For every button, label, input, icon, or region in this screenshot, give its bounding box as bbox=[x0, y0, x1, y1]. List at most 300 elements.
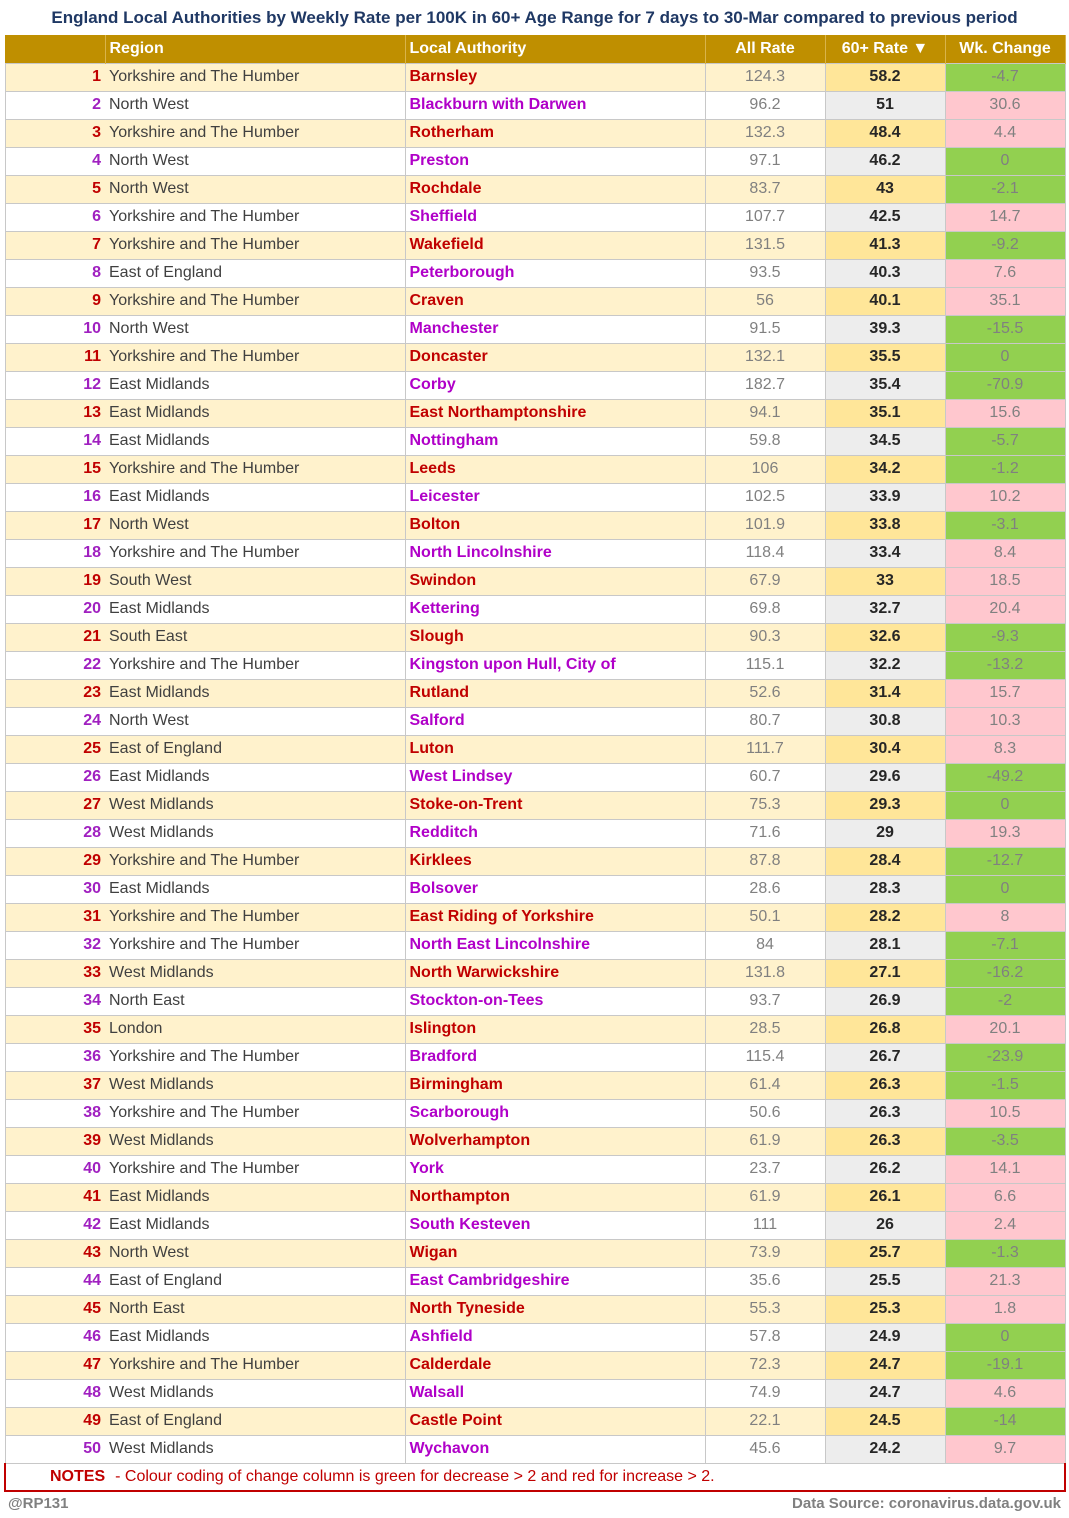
all-rate-cell: 106 bbox=[705, 455, 825, 483]
table-row bbox=[5, 903, 1065, 931]
page-title: England Local Authorities by Weekly Rate per 100K in 60+ Age Range for 7 days to 30-Mar compared to previous period bbox=[51, 8, 1018, 27]
sixty-rate-cell: 29.6 bbox=[825, 763, 945, 791]
region-cell: Yorkshire and The Humber bbox=[105, 63, 405, 91]
local-authority-cell: Luton bbox=[405, 735, 705, 763]
region-cell: North West bbox=[105, 707, 405, 735]
local-authority-cell: Nottingham bbox=[405, 427, 705, 455]
sixty-rate-cell: 33.9 bbox=[825, 483, 945, 511]
all-rate-cell: 61.9 bbox=[705, 1127, 825, 1155]
sixty-rate-cell: 26.1 bbox=[825, 1183, 945, 1211]
table-row bbox=[5, 1323, 1065, 1351]
author-handle: @RP131 bbox=[8, 1495, 69, 1512]
all-rate-cell: 28.5 bbox=[705, 1015, 825, 1043]
table-row bbox=[5, 567, 1065, 595]
all-rate-cell: 45.6 bbox=[705, 1435, 825, 1463]
table-row bbox=[5, 1379, 1065, 1407]
all-rate-cell: 93.7 bbox=[705, 987, 825, 1015]
region-cell: London bbox=[105, 1015, 405, 1043]
rank-cell: 27 bbox=[5, 791, 105, 819]
table-row bbox=[5, 259, 1065, 287]
wk-change-cell: -9.3 bbox=[945, 623, 1065, 651]
table-row bbox=[5, 875, 1065, 903]
all-rate-cell: 84 bbox=[705, 931, 825, 959]
region-cell: Yorkshire and The Humber bbox=[105, 455, 405, 483]
wk-change-cell: 8.4 bbox=[945, 539, 1065, 567]
wk-change-cell: -14 bbox=[945, 1407, 1065, 1435]
rank-cell: 50 bbox=[5, 1435, 105, 1463]
rank-cell: 10 bbox=[5, 315, 105, 343]
region-cell: North East bbox=[105, 1295, 405, 1323]
notes-spacer bbox=[825, 1463, 945, 1491]
local-authority-cell: North East Lincolnshire bbox=[405, 931, 705, 959]
region-cell: East Midlands bbox=[105, 1211, 405, 1239]
local-authority-cell: West Lindsey bbox=[405, 763, 705, 791]
sixty-rate-cell: 25.7 bbox=[825, 1239, 945, 1267]
table-row bbox=[5, 175, 1065, 203]
rank-cell: 6 bbox=[5, 203, 105, 231]
all-rate-cell: 90.3 bbox=[705, 623, 825, 651]
region-cell: West Midlands bbox=[105, 819, 405, 847]
wk-change-cell: 20.1 bbox=[945, 1015, 1065, 1043]
region-cell: Yorkshire and The Humber bbox=[105, 1155, 405, 1183]
rank-cell: 36 bbox=[5, 1043, 105, 1071]
all-rate-cell: 83.7 bbox=[705, 175, 825, 203]
rank-cell: 16 bbox=[5, 483, 105, 511]
header-rank bbox=[5, 35, 105, 63]
all-rate-cell: 131.8 bbox=[705, 959, 825, 987]
region-cell: Yorkshire and The Humber bbox=[105, 931, 405, 959]
rank-cell: 37 bbox=[5, 1071, 105, 1099]
table-row bbox=[5, 483, 1065, 511]
rank-cell: 42 bbox=[5, 1211, 105, 1239]
region-cell: East Midlands bbox=[105, 595, 405, 623]
sixty-rate-cell: 26.9 bbox=[825, 987, 945, 1015]
all-rate-cell: 111.7 bbox=[705, 735, 825, 763]
sixty-rate-cell: 40.1 bbox=[825, 287, 945, 315]
local-authority-cell: Craven bbox=[405, 287, 705, 315]
rank-cell: 2 bbox=[5, 91, 105, 119]
all-rate-cell: 91.5 bbox=[705, 315, 825, 343]
sixty-rate-cell: 33.8 bbox=[825, 511, 945, 539]
table-row bbox=[5, 119, 1065, 147]
sixty-rate-cell: 28.1 bbox=[825, 931, 945, 959]
table-row bbox=[5, 287, 1065, 315]
rank-cell: 33 bbox=[5, 959, 105, 987]
rank-cell: 30 bbox=[5, 875, 105, 903]
wk-change-cell: 15.6 bbox=[945, 399, 1065, 427]
wk-change-cell: 4.6 bbox=[945, 1379, 1065, 1407]
region-cell: Yorkshire and The Humber bbox=[105, 1043, 405, 1071]
sixty-rate-cell: 24.7 bbox=[825, 1351, 945, 1379]
all-rate-cell: 50.6 bbox=[705, 1099, 825, 1127]
region-cell: Yorkshire and The Humber bbox=[105, 903, 405, 931]
rank-cell: 12 bbox=[5, 371, 105, 399]
local-authority-cell: South Kesteven bbox=[405, 1211, 705, 1239]
table-row bbox=[5, 791, 1065, 819]
all-rate-cell: 124.3 bbox=[705, 63, 825, 91]
all-rate-cell: 59.8 bbox=[705, 427, 825, 455]
rank-cell: 22 bbox=[5, 651, 105, 679]
rank-cell: 29 bbox=[5, 847, 105, 875]
rank-cell: 24 bbox=[5, 707, 105, 735]
region-cell: East Midlands bbox=[105, 399, 405, 427]
wk-change-cell: 20.4 bbox=[945, 595, 1065, 623]
all-rate-cell: 67.9 bbox=[705, 567, 825, 595]
rank-cell: 34 bbox=[5, 987, 105, 1015]
region-cell: West Midlands bbox=[105, 1127, 405, 1155]
table-row bbox=[5, 539, 1065, 567]
all-rate-cell: 35.6 bbox=[705, 1267, 825, 1295]
wk-change-cell: 21.3 bbox=[945, 1267, 1065, 1295]
wk-change-cell: -16.2 bbox=[945, 959, 1065, 987]
local-authority-cell: Bolsover bbox=[405, 875, 705, 903]
all-rate-cell: 102.5 bbox=[705, 483, 825, 511]
region-cell: South East bbox=[105, 623, 405, 651]
region-cell: West Midlands bbox=[105, 1435, 405, 1463]
all-rate-cell: 132.3 bbox=[705, 119, 825, 147]
wk-change-cell: -13.2 bbox=[945, 651, 1065, 679]
wk-change-cell: -4.7 bbox=[945, 63, 1065, 91]
rank-cell: 47 bbox=[5, 1351, 105, 1379]
sixty-rate-cell: 32.6 bbox=[825, 623, 945, 651]
all-rate-cell: 101.9 bbox=[705, 511, 825, 539]
sixty-rate-cell: 24.2 bbox=[825, 1435, 945, 1463]
wk-change-cell: 35.1 bbox=[945, 287, 1065, 315]
rank-cell: 3 bbox=[5, 119, 105, 147]
sixty-rate-cell: 26.2 bbox=[825, 1155, 945, 1183]
sixty-rate-cell: 26.7 bbox=[825, 1043, 945, 1071]
sixty-rate-cell: 51 bbox=[825, 91, 945, 119]
sixty-rate-cell: 32.2 bbox=[825, 651, 945, 679]
all-rate-cell: 55.3 bbox=[705, 1295, 825, 1323]
table-row bbox=[5, 1211, 1065, 1239]
table-row bbox=[5, 1295, 1065, 1323]
region-cell: East of England bbox=[105, 1407, 405, 1435]
all-rate-cell: 52.6 bbox=[705, 679, 825, 707]
notes-row bbox=[5, 1463, 1065, 1491]
wk-change-cell: -1.2 bbox=[945, 455, 1065, 483]
local-authority-cell: Ashfield bbox=[405, 1323, 705, 1351]
local-authority-cell: Manchester bbox=[405, 315, 705, 343]
wk-change-cell: -2.1 bbox=[945, 175, 1065, 203]
all-rate-cell: 118.4 bbox=[705, 539, 825, 567]
local-authority-cell: Corby bbox=[405, 371, 705, 399]
local-authority-cell: East Cambridgeshire bbox=[405, 1267, 705, 1295]
rank-cell: 7 bbox=[5, 231, 105, 259]
header-sixty-rate[interactable]: 60+ Rate ▼ bbox=[825, 35, 945, 63]
all-rate-cell: 22.1 bbox=[705, 1407, 825, 1435]
local-authority-cell: North Warwickshire bbox=[405, 959, 705, 987]
all-rate-cell: 182.7 bbox=[705, 371, 825, 399]
region-cell: East of England bbox=[105, 259, 405, 287]
table-row bbox=[5, 1183, 1065, 1211]
table-row bbox=[5, 1351, 1065, 1379]
wk-change-cell: 30.6 bbox=[945, 91, 1065, 119]
sixty-rate-cell: 24.7 bbox=[825, 1379, 945, 1407]
rank-cell: 35 bbox=[5, 1015, 105, 1043]
region-cell: East Midlands bbox=[105, 483, 405, 511]
wk-change-cell: 10.3 bbox=[945, 707, 1065, 735]
all-rate-cell: 23.7 bbox=[705, 1155, 825, 1183]
wk-change-cell: -1.3 bbox=[945, 1239, 1065, 1267]
wk-change-cell: -70.9 bbox=[945, 371, 1065, 399]
wk-change-cell: -49.2 bbox=[945, 763, 1065, 791]
region-cell: Yorkshire and The Humber bbox=[105, 203, 405, 231]
local-authority-cell: Stoke-on-Trent bbox=[405, 791, 705, 819]
rank-cell: 5 bbox=[5, 175, 105, 203]
rank-cell: 45 bbox=[5, 1295, 105, 1323]
region-cell: West Midlands bbox=[105, 791, 405, 819]
rank-cell: 4 bbox=[5, 147, 105, 175]
sixty-rate-cell: 39.3 bbox=[825, 315, 945, 343]
all-rate-cell: 74.9 bbox=[705, 1379, 825, 1407]
rank-cell: 15 bbox=[5, 455, 105, 483]
region-cell: East Midlands bbox=[105, 1183, 405, 1211]
header-region[interactable]: Region bbox=[105, 35, 405, 63]
local-authority-cell: Wolverhampton bbox=[405, 1127, 705, 1155]
region-cell: East of England bbox=[105, 1267, 405, 1295]
all-rate-cell: 28.6 bbox=[705, 875, 825, 903]
sixty-rate-cell: 27.1 bbox=[825, 959, 945, 987]
local-authority-cell: Kingston upon Hull, City of bbox=[405, 651, 705, 679]
sixty-rate-cell: 58.2 bbox=[825, 63, 945, 91]
local-authority-cell: Walsall bbox=[405, 1379, 705, 1407]
sixty-rate-cell: 29.3 bbox=[825, 791, 945, 819]
local-authority-cell: York bbox=[405, 1155, 705, 1183]
wk-change-cell: 8.3 bbox=[945, 735, 1065, 763]
wk-change-cell: -2 bbox=[945, 987, 1065, 1015]
sixty-rate-cell: 26.3 bbox=[825, 1099, 945, 1127]
wk-change-cell: -7.1 bbox=[945, 931, 1065, 959]
sixty-rate-cell: 35.5 bbox=[825, 343, 945, 371]
local-authority-cell: Bolton bbox=[405, 511, 705, 539]
region-cell: East Midlands bbox=[105, 427, 405, 455]
local-authority-cell: Slough bbox=[405, 623, 705, 651]
region-cell: East Midlands bbox=[105, 1323, 405, 1351]
region-cell: Yorkshire and The Humber bbox=[105, 539, 405, 567]
wk-change-cell: 2.4 bbox=[945, 1211, 1065, 1239]
all-rate-cell: 56 bbox=[705, 287, 825, 315]
all-rate-cell: 111 bbox=[705, 1211, 825, 1239]
wk-change-cell: -5.7 bbox=[945, 427, 1065, 455]
all-rate-cell: 97.1 bbox=[705, 147, 825, 175]
local-authority-cell: Stockton-on-Tees bbox=[405, 987, 705, 1015]
local-authority-cell: Doncaster bbox=[405, 343, 705, 371]
wk-change-cell: 0 bbox=[945, 875, 1065, 903]
wk-change-cell: 14.7 bbox=[945, 203, 1065, 231]
rank-cell: 21 bbox=[5, 623, 105, 651]
wk-change-cell: 0 bbox=[945, 343, 1065, 371]
table-row bbox=[5, 63, 1065, 91]
region-cell: North East bbox=[105, 987, 405, 1015]
local-authority-cell: Rutland bbox=[405, 679, 705, 707]
sixty-rate-cell: 35.4 bbox=[825, 371, 945, 399]
region-cell: East of England bbox=[105, 735, 405, 763]
rank-cell: 20 bbox=[5, 595, 105, 623]
wk-change-cell: 10.2 bbox=[945, 483, 1065, 511]
wk-change-cell: -23.9 bbox=[945, 1043, 1065, 1071]
table-body bbox=[5, 63, 1065, 1463]
table-row bbox=[5, 1015, 1065, 1043]
local-authority-cell: Castle Point bbox=[405, 1407, 705, 1435]
table-row bbox=[5, 1407, 1065, 1435]
all-rate-cell: 87.8 bbox=[705, 847, 825, 875]
all-rate-cell: 69.8 bbox=[705, 595, 825, 623]
all-rate-cell: 93.5 bbox=[705, 259, 825, 287]
rank-cell: 17 bbox=[5, 511, 105, 539]
local-authority-cell: North Tyneside bbox=[405, 1295, 705, 1323]
wk-change-cell: 14.1 bbox=[945, 1155, 1065, 1183]
region-cell: East Midlands bbox=[105, 763, 405, 791]
rank-cell: 40 bbox=[5, 1155, 105, 1183]
wk-change-cell: -3.1 bbox=[945, 511, 1065, 539]
region-cell: North West bbox=[105, 175, 405, 203]
region-cell: Yorkshire and The Humber bbox=[105, 847, 405, 875]
wk-change-cell: -12.7 bbox=[945, 847, 1065, 875]
all-rate-cell: 107.7 bbox=[705, 203, 825, 231]
all-rate-cell: 61.9 bbox=[705, 1183, 825, 1211]
rank-cell: 46 bbox=[5, 1323, 105, 1351]
table-row bbox=[5, 427, 1065, 455]
table-row bbox=[5, 455, 1065, 483]
table-row bbox=[5, 651, 1065, 679]
all-rate-cell: 94.1 bbox=[705, 399, 825, 427]
sixty-rate-cell: 35.1 bbox=[825, 399, 945, 427]
sixty-rate-cell: 26.3 bbox=[825, 1127, 945, 1155]
rank-cell: 38 bbox=[5, 1099, 105, 1127]
table-row bbox=[5, 399, 1065, 427]
wk-change-cell: -1.5 bbox=[945, 1071, 1065, 1099]
header-local-authority[interactable]: Local Authority bbox=[405, 35, 705, 63]
table-row bbox=[5, 595, 1065, 623]
table-row bbox=[5, 819, 1065, 847]
header-wk-change[interactable]: Wk. Change bbox=[945, 35, 1065, 63]
table-row bbox=[5, 735, 1065, 763]
authority-table bbox=[4, 35, 1066, 1492]
region-cell: North West bbox=[105, 91, 405, 119]
notes-text: - Colour coding of change column is green for decrease > 2 and red for increase > 2. bbox=[115, 1467, 715, 1485]
table-row bbox=[5, 343, 1065, 371]
rank-cell: 19 bbox=[5, 567, 105, 595]
sixty-rate-cell: 26 bbox=[825, 1211, 945, 1239]
sixty-rate-cell: 41.3 bbox=[825, 231, 945, 259]
rank-cell: 44 bbox=[5, 1267, 105, 1295]
table-row bbox=[5, 147, 1065, 175]
region-cell: North West bbox=[105, 315, 405, 343]
rank-cell: 39 bbox=[5, 1127, 105, 1155]
wk-change-cell: 7.6 bbox=[945, 259, 1065, 287]
table-row bbox=[5, 1127, 1065, 1155]
table-row bbox=[5, 931, 1065, 959]
local-authority-cell: Preston bbox=[405, 147, 705, 175]
all-rate-cell: 115.1 bbox=[705, 651, 825, 679]
notes-label: NOTES bbox=[50, 1467, 106, 1485]
rank-cell: 28 bbox=[5, 819, 105, 847]
table-row bbox=[5, 511, 1065, 539]
table-row bbox=[5, 987, 1065, 1015]
table-row bbox=[5, 1071, 1065, 1099]
sixty-rate-cell: 28.3 bbox=[825, 875, 945, 903]
all-rate-cell: 131.5 bbox=[705, 231, 825, 259]
local-authority-cell: Birmingham bbox=[405, 1071, 705, 1099]
table-row bbox=[5, 679, 1065, 707]
local-authority-cell: Islington bbox=[405, 1015, 705, 1043]
sixty-rate-cell: 28.4 bbox=[825, 847, 945, 875]
region-cell: Yorkshire and The Humber bbox=[105, 651, 405, 679]
sixty-rate-cell: 25.3 bbox=[825, 1295, 945, 1323]
all-rate-cell: 50.1 bbox=[705, 903, 825, 931]
wk-change-cell: 0 bbox=[945, 147, 1065, 175]
region-cell: East Midlands bbox=[105, 875, 405, 903]
rank-cell: 14 bbox=[5, 427, 105, 455]
region-cell: Yorkshire and The Humber bbox=[105, 343, 405, 371]
header-all-rate[interactable]: All Rate bbox=[705, 35, 825, 63]
local-authority-cell: North Lincolnshire bbox=[405, 539, 705, 567]
all-rate-cell: 71.6 bbox=[705, 819, 825, 847]
local-authority-cell: Wigan bbox=[405, 1239, 705, 1267]
sixty-rate-cell: 40.3 bbox=[825, 259, 945, 287]
local-authority-cell: East Northamptonshire bbox=[405, 399, 705, 427]
rank-cell: 18 bbox=[5, 539, 105, 567]
rank-cell: 9 bbox=[5, 287, 105, 315]
region-cell: Yorkshire and The Humber bbox=[105, 1351, 405, 1379]
sixty-rate-cell: 33.4 bbox=[825, 539, 945, 567]
region-cell: North West bbox=[105, 511, 405, 539]
sixty-rate-cell: 42.5 bbox=[825, 203, 945, 231]
sixty-rate-cell: 31.4 bbox=[825, 679, 945, 707]
table-row bbox=[5, 707, 1065, 735]
region-cell: North West bbox=[105, 147, 405, 175]
sixty-rate-cell: 24.5 bbox=[825, 1407, 945, 1435]
sixty-rate-cell: 26.8 bbox=[825, 1015, 945, 1043]
all-rate-cell: 75.3 bbox=[705, 791, 825, 819]
table-row bbox=[5, 203, 1065, 231]
region-cell: East Midlands bbox=[105, 679, 405, 707]
sixty-rate-cell: 34.2 bbox=[825, 455, 945, 483]
wk-change-cell: 1.8 bbox=[945, 1295, 1065, 1323]
sixty-rate-cell: 30.8 bbox=[825, 707, 945, 735]
table-row bbox=[5, 371, 1065, 399]
region-cell: Yorkshire and The Humber bbox=[105, 119, 405, 147]
all-rate-cell: 132.1 bbox=[705, 343, 825, 371]
wk-change-cell: 0 bbox=[945, 791, 1065, 819]
table-row bbox=[5, 1239, 1065, 1267]
all-rate-cell: 60.7 bbox=[705, 763, 825, 791]
wk-change-cell: -3.5 bbox=[945, 1127, 1065, 1155]
sixty-rate-cell: 32.7 bbox=[825, 595, 945, 623]
local-authority-cell: East Riding of Yorkshire bbox=[405, 903, 705, 931]
wk-change-cell: 9.7 bbox=[945, 1435, 1065, 1463]
wk-change-cell: 6.6 bbox=[945, 1183, 1065, 1211]
sixty-rate-cell: 43 bbox=[825, 175, 945, 203]
local-authority-cell: Leeds bbox=[405, 455, 705, 483]
rank-cell: 25 bbox=[5, 735, 105, 763]
local-authority-cell: Northampton bbox=[405, 1183, 705, 1211]
wk-change-cell: 18.5 bbox=[945, 567, 1065, 595]
table-row bbox=[5, 763, 1065, 791]
rank-cell: 26 bbox=[5, 763, 105, 791]
local-authority-cell: Rochdale bbox=[405, 175, 705, 203]
table-row bbox=[5, 315, 1065, 343]
local-authority-cell: Blackburn with Darwen bbox=[405, 91, 705, 119]
region-cell: South West bbox=[105, 567, 405, 595]
local-authority-cell: Leicester bbox=[405, 483, 705, 511]
region-cell: North West bbox=[105, 1239, 405, 1267]
region-cell: Yorkshire and The Humber bbox=[105, 231, 405, 259]
all-rate-cell: 57.8 bbox=[705, 1323, 825, 1351]
local-authority-cell: Redditch bbox=[405, 819, 705, 847]
sixty-rate-cell: 33 bbox=[825, 567, 945, 595]
